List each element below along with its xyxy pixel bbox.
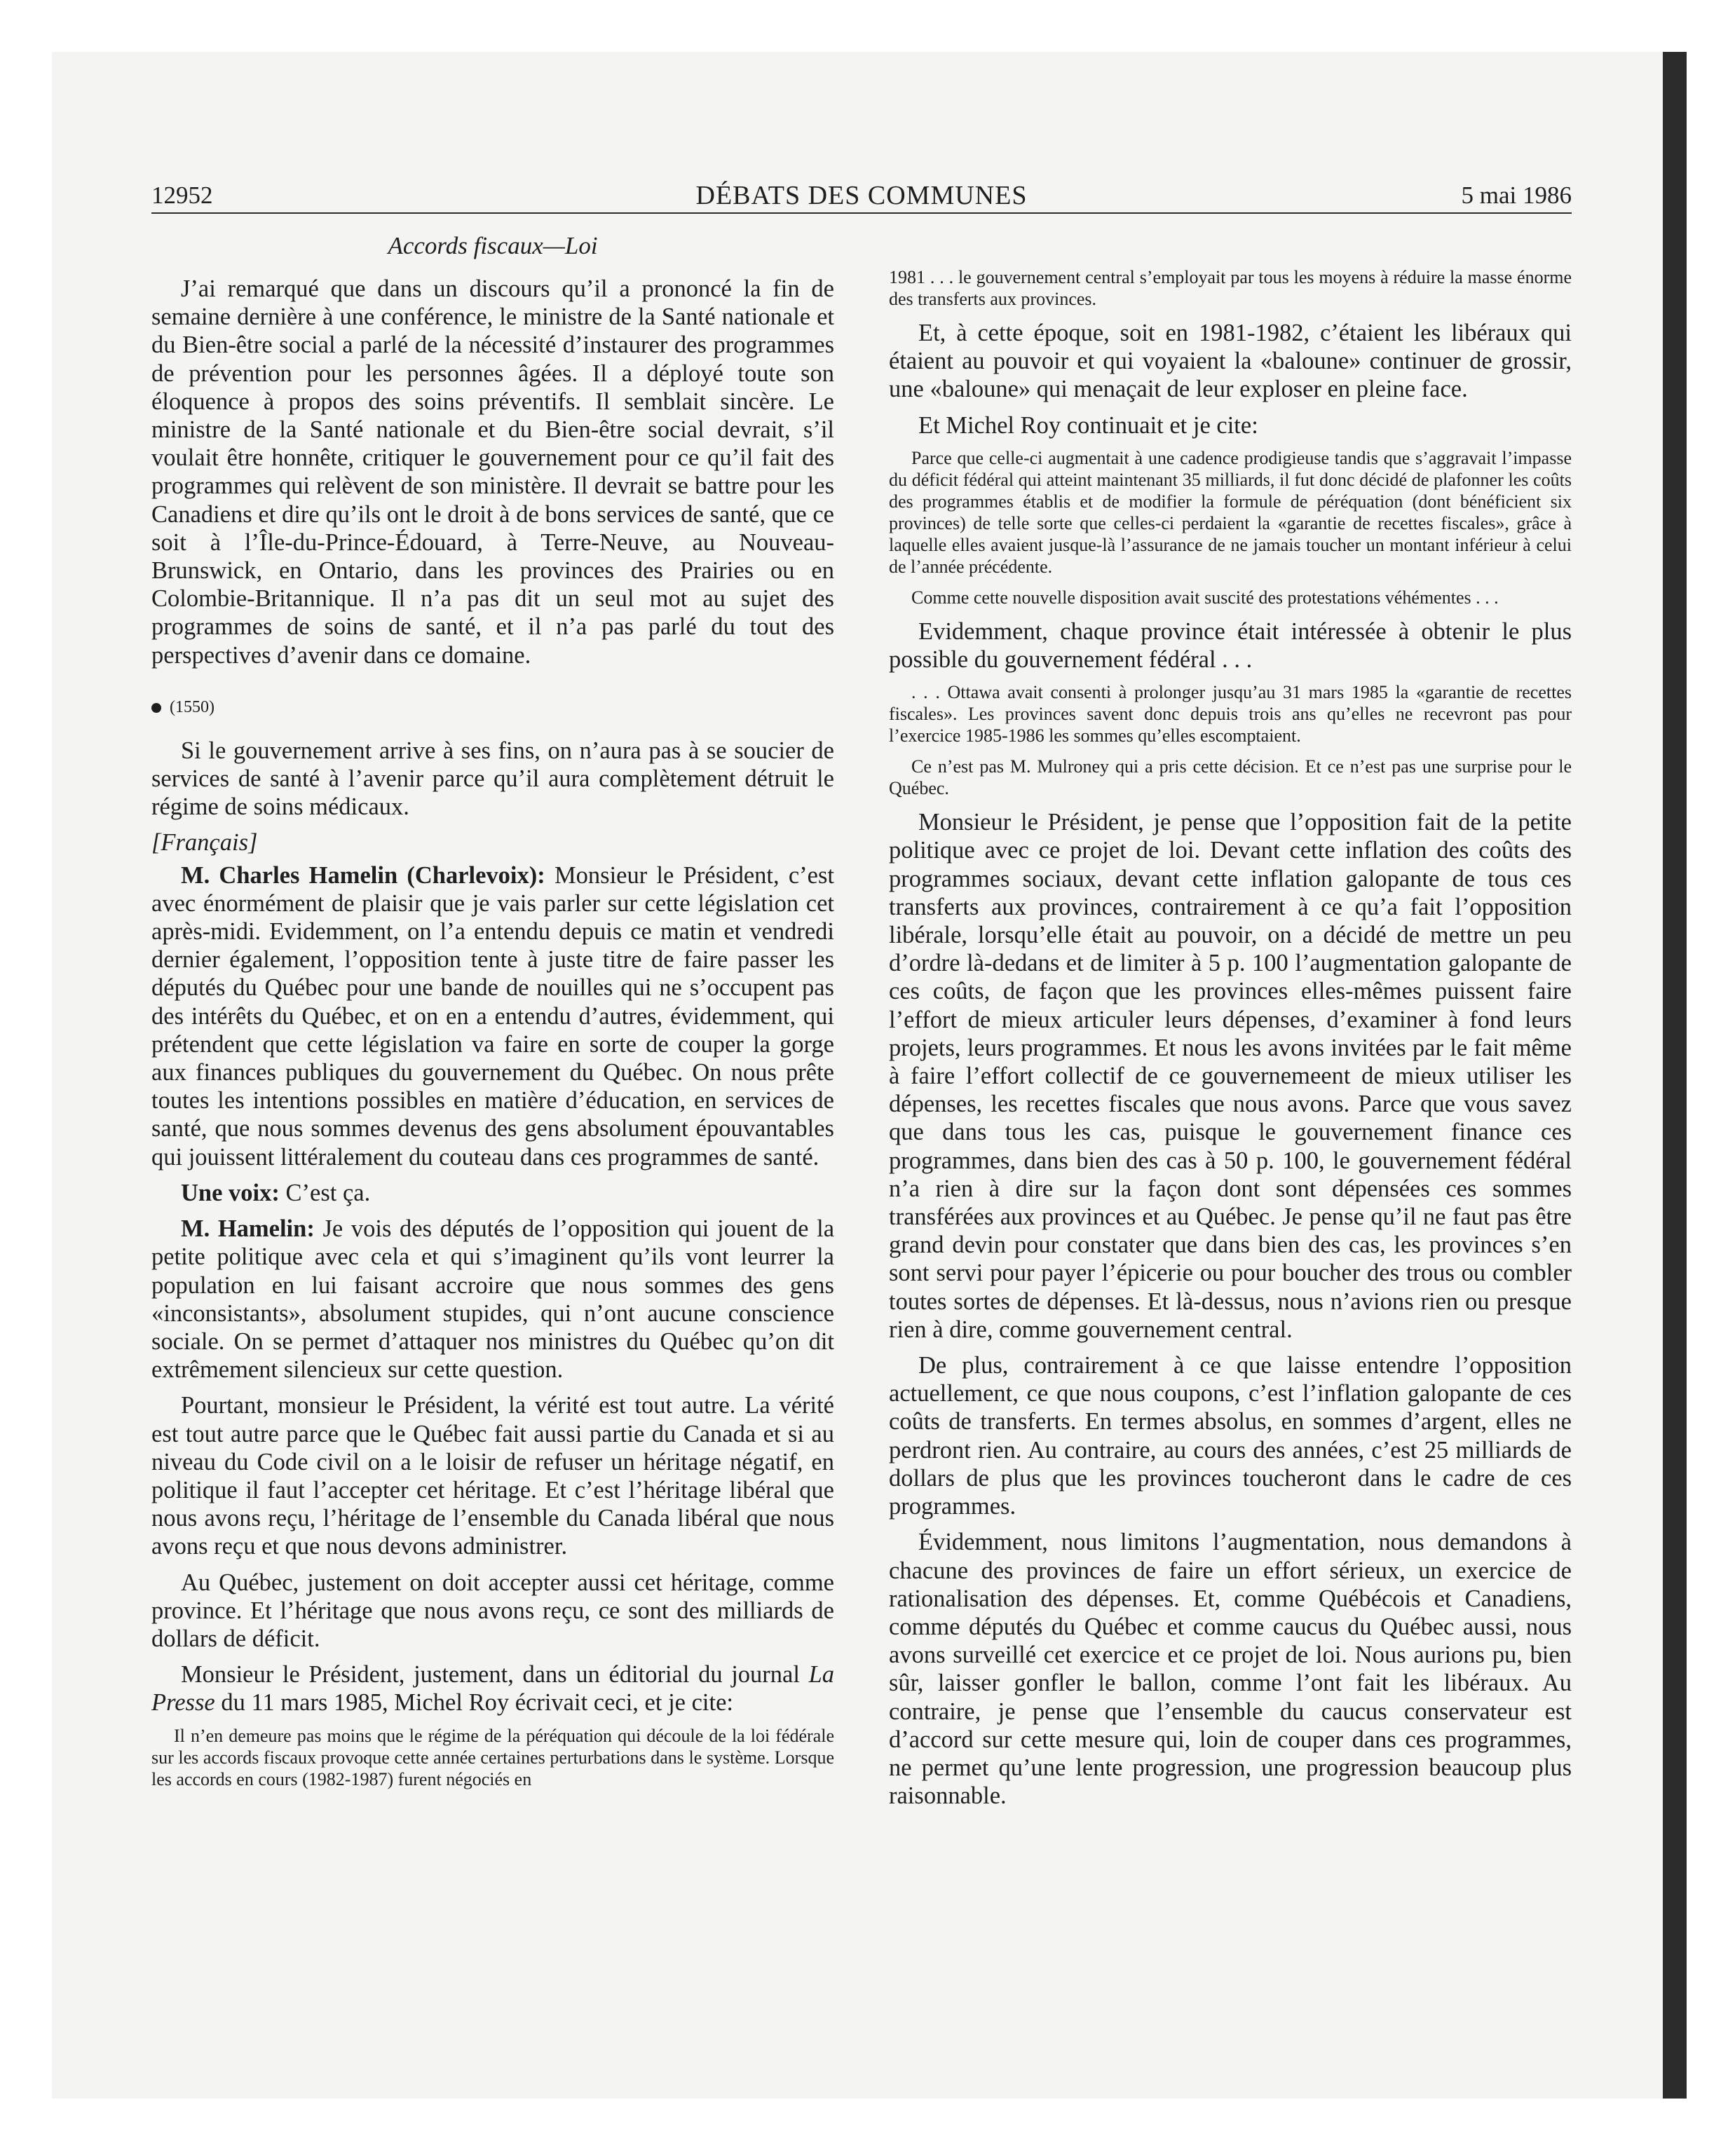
speech [151, 1179, 834, 1207]
paragraph: Evidemment, chaque province était intéressée à obtenir le plus possible du gouvernement fédéral . . . [889, 618, 1572, 674]
paragraph: Si le gouvernement arrive à ses fins, on n’aura pas à se soucier de services de santé à l’avenir parce qu’il aura complètement détruit le régime de soins médicaux. [151, 737, 834, 821]
block-quote: . . . Ottawa avait consenti à prolonger jusqu’au 31 mars 1985 la «garantie de recettes fiscales». Les provinces savent donc depuis trois ans qu’elles ne recevront pas pour l’exercice 1985-1986 les sommes qu’elles escomptaient. [889, 682, 1572, 746]
running-header [151, 180, 1572, 211]
page-number: 12952 [151, 182, 213, 209]
paragraph: J’ai remarqué que dans un discours qu’il a prononcé la fin de semaine dernière à une conférence, le ministre de la Santé nationale et du Bien-être social a parlé de la nécessité d’instaurer des programmes de prévention pour les personnes âgées. Il a déployé toute son éloquence à propos des soins préventifs. Il semblait sincère. Le ministre de la Santé nationale et du Bien-être social devrait, s’il voulait être honnête, critiquer le gouvernement pour ce qu’il fait des programmes qui relèvent de son ministère. Il devrait se battre pour les Canadiens et dire qu’ils ont le droit à de bons services de santé, que ce soit à l’Île-du-Prince-Édouard, à Terre-Neuve, au Nouveau-Brunswick, en Ontario, dans les provinces des Prairies ou en Colombie-Britannique. Il n’a pas dit un seul mot au sujet des programmes de soins de santé, et il n’a pas parlé du tout des perspectives d’avenir dans ce domaine. [151, 275, 834, 669]
paragraph: De plus, contrairement à ce que laisse entendre l’opposition actuellement, ce que nous coupons, c’est l’inflation galopante de ces coûts de transferts. En termes absolus, en sommes d’argent, elles ne perdront rien. Au contraire, au cours des années, c’est 25 milliards de dollars de plus que les provinces toucheront dans le cadre de ces programmes. [889, 1352, 1572, 1520]
speech [151, 1215, 834, 1384]
paragraph: Évidemment, nous limitons l’augmentation, nous demandons à chacune des provinces de faire un effort sérieux, un exercice de rationalisation des dépenses. Et, comme Québécois et Canadiens, comme députés du Québec et comme caucus du Québec aussi, nous avons surveillé cet exercice et ce projet de loi. Nous aurions pu, bien sûr, laisser gonfler le ballon, comme l’ont fait les libéraux. Au contraire, je pense que l’ensemble du caucus conservateur est d’accord sur cette mesure qui, loin de couper dans ces programmes, ne permet qu’une lente progression, une progression beaucoup plus raisonnable. [889, 1529, 1572, 1810]
paragraph: Au Québec, justement on doit accepter aussi cet héritage, comme province. Et l’héritage que nous avons reçu, ce sont des milliards de dollars de déficit. [151, 1569, 834, 1652]
speech [151, 861, 834, 1171]
block-quote: Il n’en demeure pas moins que le régime de la péréquation qui découle de la loi fédérale sur les accords fiscaux provoque cette année certaines perturbations dans le système. Lorsque les accords en cours (1982-1987) furent négociés en [151, 1725, 834, 1789]
paragraph: Et, à cette époque, soit en 1981-1982, c’étaient les libéraux qui étaient au pouvoir et qui voyaient la «baloune» continuer de grossir, une «baloune» qui menaçait de leur exploser en pleine face. [889, 320, 1572, 403]
language-marker: [Français] [151, 829, 258, 857]
paragraph [151, 1660, 834, 1717]
time-marker [151, 693, 834, 721]
right-column [889, 266, 1572, 1817]
scan-edge-shadow [1663, 52, 1687, 2099]
newspaper-name: La Presse [151, 1661, 835, 1717]
paragraph-text: du 11 mars 1985, Michel Roy écrivait ceci, et je cite: [221, 1689, 733, 1717]
speech-text: C’est ça. [285, 1179, 371, 1206]
publication-title: DÉBATS DES COMMUNES [695, 181, 1028, 210]
header-rule [151, 212, 1572, 214]
paragraph: Pourtant, monsieur le Président, la vérité est tout autre. La vérité est tout autre parce que le Québec fait aussi partie du Canada et si au niveau du Code civil on a le loisir de refuser un héritage négatif, en politique il faut l’accepter cet héritage. Et c’est l’héritage libéral que nous avons reçu, l’héritage de l’ensemble du Canada libéral que nous avons reçu et que nous devons administrer. [151, 1392, 834, 1560]
speech-text: Monsieur le Président, c’est avec énormément de plaisir que je vais parler sur cette législation cet après-midi. Evidemment, on l’a entendu depuis ce matin et vendredi dernier également, l’opposition tente à juste titre de faire passer les députés du Québec pour une bande de nouilles qui ne s’occupent pas des intérêts du Québec, et on en a entendu d’autres, évidemment, qui prétendent que cette législation va faire en sorte de couper la gorge aux finances publiques du gouvernement du Québec. On nous prête toutes les intentions possibles en matière d’éducation, en services de santé, que nous sommes devenus des gens absolument épouvantables qui jouissent littéralement du couteau dans ces programmes de santé. [151, 861, 834, 1171]
paragraph-text: Monsieur le Président, justement, dans un éditorial du journal [181, 1661, 800, 1688]
block-quote: 1981 . . . le gouvernement central s’employait par tous les moyens à réduire la masse énorme des transferts aux provinces. [889, 267, 1572, 309]
paragraph: Monsieur le Président, je pense que l’opposition fait de la petite politique avec ce projet de loi. Devant cette inflation des coûts des programmes sociaux, devant cette inflation galopante de tous ces transferts aux provinces, contrairement à ce qu’a fait l’opposition libérale, lorsqu’elle était au pouvoir, on a décidé de mettre un peu d’ordre là-dedans et de limiter à 5 p. 100 l’augmentation galopante de ces coûts, de façon que les provinces elles-mêmes puissent faire l’effort de mieux articuler leurs dépenses, d’examiner à fond leurs projets, leurs programmes. Et nous les avons invitées par le fait même à faire l’effort collectif de ce gouvernemeent de mieux utiliser les dépenses, les recettes fiscales que nous avons. Parce que vous savez que dans tous les cas, puisque le gouvernement finance ces programmes, dans bien des cas à 50 p. 100, le gouvernement fédéral n’a rien à dire sur la façon dont sont dépensées ces sommes transférées aux provinces et au Québec. Je pense qu’il ne faut pas être grand devin pour constater que dans bien des cas, les provinces s’en sont servi pour payer l’épicerie ou pour boucher des trous ou combler toutes sortes de dépenses. Et là-dessus, nous n’avions rien ou presque rien à dire, comme gouvernement central. [889, 809, 1572, 1343]
block-quote: Comme cette nouvelle disposition avait suscité des protestations véhémentes . . . [911, 587, 1499, 608]
bullet-icon [151, 703, 161, 713]
speaker-name: Une voix: [181, 1179, 280, 1206]
speech-text: Je vois des députés de l’opposition qui jouent de la petite politique avec cela et qui s’imaginent qu’ils vont leurrer la population en lui faisant accroire que nous sommes des gens «inconsistants», absolument stupides, qui n’ont aucune conscience sociale. On se permet d’attaquer nos ministres du Québec qu’on dit extrêmement silencieux sur cette question. [151, 1215, 835, 1384]
block-quote: Parce que celle-ci augmentait à une cadence prodigieuse tandis que s’aggravait l’impasse du déficit fédéral qui atteint maintenant 35 milliards, il fut donc décidé de plafonner les coûts des programmes établis et de modifier la formule de péréquation (dont bénéficient six provinces) de telle sorte que celles-ci perdaient la «garantie de recettes fiscales», grâce à laquelle elles avaient jusque-là l’assurance de ne jamais toucher un montant inférieur à celui de l’année précédente. [889, 447, 1572, 577]
speaker-name: M. Charles Hamelin (Charlevoix): [181, 861, 545, 889]
speaker-name: M. Hamelin: [181, 1215, 315, 1243]
block-quote: Ce n’est pas M. Mulroney qui a pris cette décision. Et ce n’est pas une surprise pour le Québec. [889, 756, 1572, 799]
section-title: Accords fiscaux—Loi [388, 232, 598, 259]
publication-date: 5 mai 1986 [1461, 182, 1572, 209]
paragraph: Et Michel Roy continuait et je cite: [918, 411, 1258, 439]
left-column [151, 223, 834, 1799]
time-marker-text: (1550) [170, 697, 215, 716]
